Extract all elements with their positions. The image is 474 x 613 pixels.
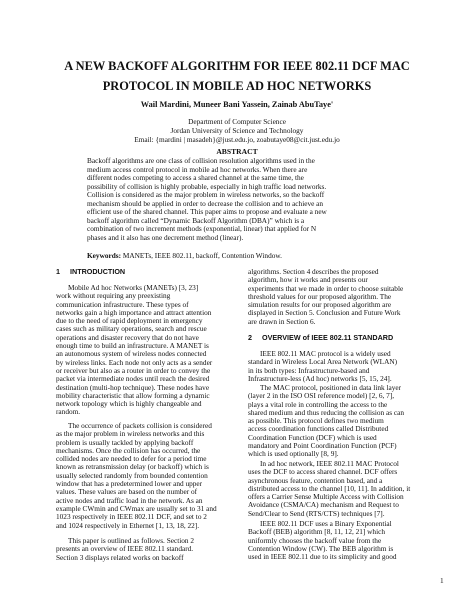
text-line: distributed access to the channel [10, 11]. In addition, it: [248, 483, 411, 493]
text-line: as the major problem in wireless networks and this: [56, 429, 205, 439]
abstract-line: medium access control protocol in mobile ad hoc networks. When there are: [87, 164, 308, 174]
text-line: operations and disaster recovery that do not have: [56, 332, 199, 342]
text-line: Send/Clear to Send (RTS/CTS) techniques [7].: [248, 508, 385, 518]
section-1-title: INTRODUCTION: [70, 267, 126, 276]
text-line: offers a Carrier Sense Multiple Access with Collision: [248, 492, 404, 502]
text-line: algorithm, how it works and presents our: [248, 275, 368, 285]
text-line: in its both types: Infrastructure-based and: [248, 365, 370, 375]
email-line: Email: {mardini | masadeh}@just.edu.jo, zoabutaye08@cit.just.edu.jo: [134, 135, 340, 145]
text-line: mandatory and Point Coordination Function (PCF): [248, 441, 397, 451]
page-number: 1: [440, 576, 444, 585]
abstract-line: Backoff algorithms are one class of collision resolution algorithms used in the: [87, 156, 315, 165]
text-line: experiments that we made in order to choose suitable: [248, 283, 404, 293]
intro-paragraph-1: [56, 284, 244, 417]
text-line: work without requiring any preexisting: [56, 291, 171, 301]
abstract-line: backoff algorithm called “Dynamic Backoff Algorithm (DBA)” which is a: [87, 215, 305, 225]
section-2-title: OVERVIEW of IEEE 802.11 STANDARD: [262, 333, 394, 342]
section-1-number: 1: [56, 267, 60, 276]
section-2-number: 2: [248, 333, 252, 342]
text-line: network topology which is highly changeable and: [56, 399, 202, 409]
text-line: known as retransmission delay (or backoff) which is: [56, 462, 209, 472]
text-line: as possible. This protocol defines two medium: [248, 416, 384, 426]
intro-continued: [248, 268, 436, 326]
text-line: active nodes and traffic load in the network. As an: [56, 495, 203, 505]
text-line: cases such as military operations, search and rescue: [56, 324, 207, 334]
text-line: (layer 2 in the ISO OSI reference model) [2, 6, 7],: [248, 391, 395, 401]
text-line: Coordination Function (DCF) which is used: [248, 432, 377, 442]
section-2-heading: [248, 334, 393, 342]
title-line-1: A NEW BACKOFF ALGORITHM FOR IEEE 802.11 DCF MAC: [64, 59, 410, 73]
text-line: collided nodes are needed to defer for a period time: [56, 454, 207, 464]
abstract-line: efficient use of the shared channel. This paper aims to propose and evaluate a new: [87, 207, 327, 217]
text-line: The occurrence of packets collision is considered: [68, 421, 212, 430]
text-line: Infrastructure-less (Ad hoc) networks [5, 15, 24].: [248, 373, 392, 383]
abstract-heading: ABSTRACT: [216, 147, 258, 156]
text-line: algorithms. Section 4 describes the proposed: [248, 267, 379, 276]
text-line: In ad hoc network, IEEE 802.11 MAC Protocol: [260, 459, 399, 468]
abstract-line: Collision is considered as the major problem in wireless networks, so the backoff: [87, 190, 325, 200]
abstract-line: mechanism should be applied in order to decrease the collision and to achieve an: [87, 198, 324, 208]
overview-paragraph-2: [248, 384, 436, 459]
text-line: random.: [56, 407, 81, 417]
keywords-label: Keywords:: [87, 251, 122, 260]
text-line: standard in Wireless Local Area Network (WLAN): [248, 357, 398, 367]
text-line: example CWmin and CWmax are usually set to 31 and: [56, 503, 217, 513]
text-line: destination (multi-hop technique). These nodes have: [56, 382, 210, 392]
text-line: This paper is outlined as follows. Section 2: [68, 536, 195, 545]
text-line: access coordination functions called Distributed: [248, 424, 389, 434]
text-line: Mobile Ad hoc Networks (MANETs) [3, 23]: [68, 283, 199, 292]
text-line: threshold values for our proposed algorithm. The: [248, 291, 392, 301]
text-line: 1023 respectively in IEEE 802.11 DCF, and set to 2: [56, 512, 207, 522]
text-line: IEEE 802.11 MAC protocol is a widely used: [260, 349, 391, 358]
keywords: [87, 251, 397, 260]
text-line: values. These values are based on the number of: [56, 487, 198, 497]
abstract-line: possibility of collision is highly probable, especially in high traffic load networks.: [87, 181, 327, 191]
text-line: or receiver but also as a router in order to convey the: [56, 365, 211, 375]
text-line: mechanisms. Once the collision has occurred, the: [56, 445, 201, 455]
text-line: used in IEEE 802.11 due to its simplicity and good: [248, 552, 397, 562]
text-line: Backoff (BEB) algorithm [8, 11, 12, 21] which: [248, 527, 385, 537]
text-line: Section 3 displays related works on backoff: [56, 552, 184, 562]
text-line: simulation results for our proposed algorithm are: [248, 300, 392, 310]
text-line: are drawn in Section 6.: [248, 316, 316, 326]
text-line: window that has a predetermined lower and upper: [56, 479, 203, 489]
department: Department of Computer Science: [188, 117, 286, 126]
title-line-2: PROTOCOL IN MOBILE AD HOC NETWORKS: [102, 79, 372, 93]
text-line: an autonomous system of wireless nodes connected: [56, 349, 207, 359]
text-line: which is used optionally [8, 9].: [248, 449, 339, 459]
text-line: problem is usually tackled by applying backoff: [56, 437, 194, 447]
text-line: communication infrastructure. These types of: [56, 299, 189, 309]
overview-paragraph-3: [248, 460, 436, 518]
text-line: usually selected randomly from bounded contention: [56, 470, 208, 480]
text-line: due to the need of rapid deployment in emergency: [56, 316, 203, 326]
text-line: presents an overview of IEEE 802.11 standard.: [56, 544, 194, 554]
text-line: displayed in Section 5. Conclusion and Future Work: [248, 308, 401, 318]
text-line: mobility characteristic that allow forming a dynamic: [56, 390, 210, 400]
overview-paragraph-1: [248, 350, 436, 383]
text-line: networks gain a high importance and attract attention: [56, 307, 212, 317]
overview-paragraph-4: [248, 520, 436, 561]
text-line: enough time to build an infrastructure. A MANET is: [56, 341, 209, 351]
text-line: shared medium and thus reducing the collision as can: [248, 407, 405, 417]
text-line: and 1024 respectively in Ethernet [1, 13, 18, 22].: [56, 520, 200, 530]
section-1-heading: [56, 268, 125, 276]
intro-paragraph-2: [56, 422, 244, 530]
text-line: uses the DCF to access shared channel. DCF offers: [248, 467, 398, 477]
text-line: packet via intermediate nodes until reach the desired: [56, 374, 210, 384]
paper-title: [40, 56, 434, 96]
abstract-line: phases and it also has one decrement method (linear).: [87, 232, 244, 242]
text-line: The MAC protocol, positioned in data link layer: [260, 383, 402, 392]
abstract-body: [87, 157, 387, 242]
abstract-line: combination of two increment methods (exponential, linear) that applied for N: [87, 224, 317, 234]
text-line: asynchronous feature, contention based, and a: [248, 475, 383, 485]
text-line: Contention Window (CW). The BEB algorithm is: [248, 543, 394, 553]
university: Jordan University of Science and Technology: [170, 126, 304, 136]
abstract-line: different nodes competing to access a shared channel at the same time, the: [87, 173, 304, 183]
intro-paragraph-3: [56, 537, 244, 562]
authors: Wail Mardini, Muneer Bani Yassein, Zainab AbuTaye': [140, 100, 334, 109]
text-line: IEEE 802.11 DCF uses a Binary Exponential: [260, 519, 392, 528]
text-line: plays a vital role in controlling the access to the: [248, 399, 388, 409]
keywords-text: MANETs, IEEE 802.11, backoff, Contention Window.: [121, 251, 282, 260]
text-line: Avoidance (CSMA/CA) mechanism and Request to: [248, 500, 399, 510]
text-line: by wireless links. Each node not only acts as a sender: [56, 357, 213, 367]
text-line: uniformly chooses the backoff value from the: [248, 535, 382, 545]
affiliation: [40, 117, 434, 145]
